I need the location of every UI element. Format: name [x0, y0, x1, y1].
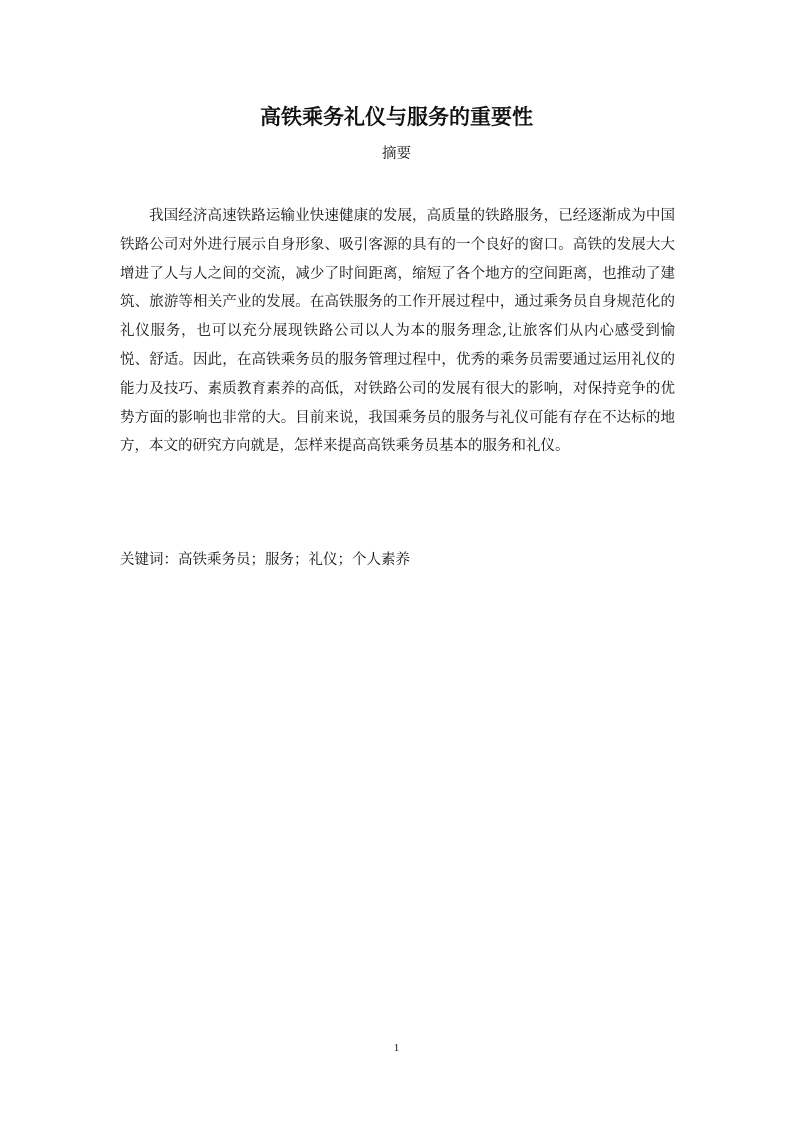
keywords-line: 关键词：高铁乘务员；服务；礼仪；个人素养: [120, 552, 410, 568]
abstract-paragraph: 我国经济高速铁路运输业快速健康的发展，高质量的铁路服务，已经逐渐成为中国铁路公司对外进行展示自身形象、吸引客源的具有的一个良好的窗口。高铁的发展大大增进了人与人之间的交流，减少了时间距离，缩短了各个地方的空间距离，也推动了建筑、旅游等相关产业的发展。在高铁服务的工作开展过程中，通过乘务员自身规范化的礼仪服务，也可以充分展现铁路公司以人为本的服务理念,让旅客们从内心感受到愉悦、舒适。因此，在高铁乘务员的服务管理过程中，优秀的乘务员需要通过运用礼仪的能力及技巧、素质教育素养的高低，对铁路公司的发展有很大的影响，对保持竞争的优势方面的影响也非常的大。目前来说，我国乘务员的服务与礼仪可能有存在不达标的地方，本文的研究方向就是，怎样来提高高铁乘务员基本的服务和礼仪。: [120, 208, 675, 455]
document-title: 高铁乘务礼仪与服务的重要性: [260, 104, 533, 129]
page-number: 1: [393, 1042, 400, 1054]
abstract-heading: 摘要: [382, 146, 411, 162]
